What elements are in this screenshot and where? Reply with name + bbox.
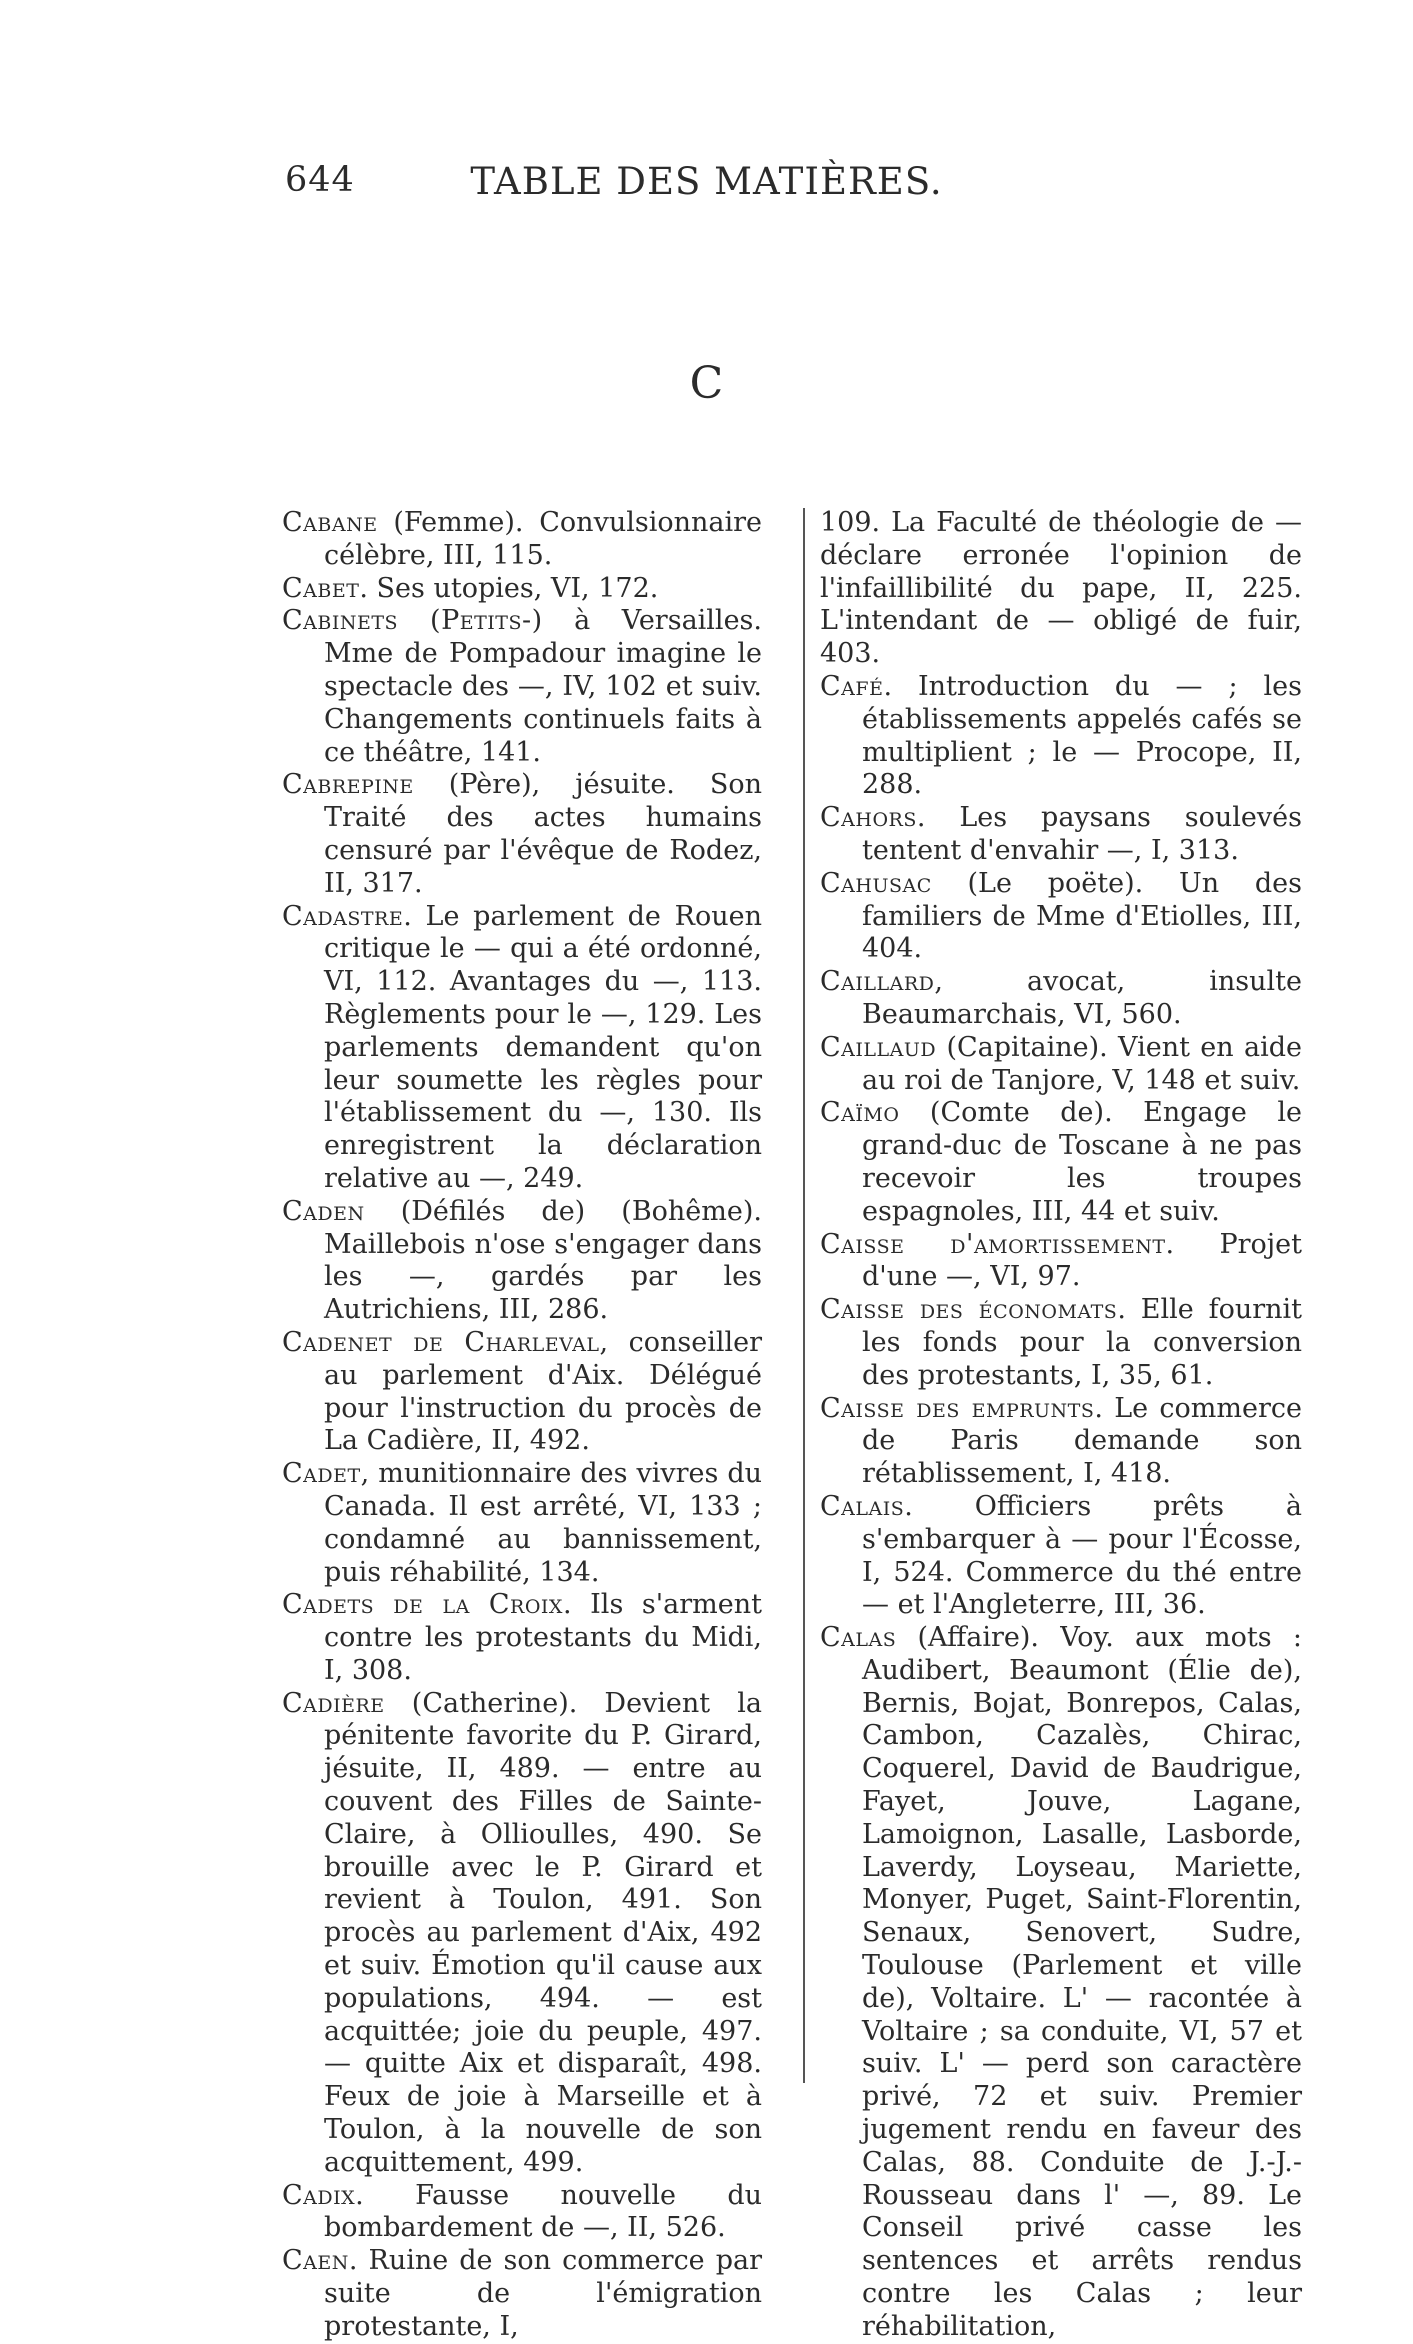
entry-text: . Le parlement de Rouen critique le — qui a été ordonné, VI, 112. Avantages du —, 113. Règlements pour le —, 129. Les parlements demandent qu'on leur soumette les règles pour l'établissement du —, 130. Ils enregistrent la déclaration relative au —, 249.: [324, 900, 762, 1194]
entry-headword: Caisse des emprunts: [820, 1392, 1095, 1424]
entry-headword: Cadenet de Charleval: [282, 1326, 600, 1358]
index-entry: [820, 1491, 1302, 1622]
entry-text: . Ses utopies, VI, 172.: [359, 572, 659, 604]
entry-headword: Caillaud: [820, 1031, 937, 1063]
entry-headword: Calais: [820, 1490, 905, 1522]
index-entry: [282, 2180, 762, 2246]
entry-text: , conseiller au parlement d'Aix. Délégué pour l'instruction du procès de La Cadière, II, 492.: [324, 1326, 762, 1457]
index-entry: [282, 1458, 762, 1589]
entry-headword: Cahusac: [820, 867, 932, 899]
entry-text: . Fausse nouvelle du bombardement de —, II, 526.: [324, 2179, 762, 2244]
index-entry: [820, 966, 1302, 1032]
index-entry: [282, 573, 762, 606]
running-title: TABLE DES MATIÈRES.: [470, 160, 943, 203]
entry-headword: Caen: [282, 2245, 349, 2277]
section-letter: C: [689, 358, 724, 409]
entry-text: (Défilés de) (Bohême). Maillebois n'ose s'engager dans les —, gardés par les Autrichiens, III, 286.: [324, 1195, 762, 1326]
entry-headword: Caden: [282, 1195, 365, 1227]
entry-headword: Cabet: [282, 572, 360, 604]
entry-headword: Caïmo: [820, 1097, 900, 1129]
index-entry: [820, 507, 1302, 671]
left-column: [282, 507, 762, 2344]
entry-text: (Père), jésuite. Son Traité des actes humains censuré par l'évêque de Rodez, II, 317.: [324, 769, 762, 899]
index-entry: [820, 802, 1302, 868]
index-entry: [282, 1688, 762, 2180]
entry-headword: Cadière: [282, 1687, 385, 1719]
entry-text: . Officiers prêts à s'embarquer à — pour l'Écosse, I, 524. Commerce du thé entre — et l'Angleterre, III, 36.: [862, 1490, 1302, 1621]
entry-text: . Le commerce de Paris demande son rétablissement, I, 418.: [862, 1392, 1302, 1490]
entry-text: (Femme). Convulsionnaire célèbre, III, 115.: [324, 507, 762, 571]
entry-headword: Cadet: [282, 1458, 361, 1490]
index-entry: [820, 1097, 1302, 1228]
entry-text: (Le poëte). Un des familiers de Mme d'Etiolles, III, 404.: [862, 867, 1302, 965]
entry-text: , avocat, insulte Beaumarchais, VI, 560.: [862, 966, 1302, 1030]
index-entry: [282, 769, 762, 900]
entry-text: 109. La Faculté de théologie de — déclare erronée l'opinion de l'infaillibilité du pape, II, 225. L'intendant de — obligé de fuir, 403.: [820, 507, 1302, 670]
entry-headword: Caisse d'amortissement: [820, 1228, 1166, 1260]
entry-headword: Cadets de la Croix: [282, 1589, 563, 1621]
right-column: [820, 507, 1302, 2344]
entry-text: . Projet d'une —, VI, 97.: [862, 1228, 1302, 1293]
entry-headword: Cabane: [282, 507, 378, 538]
entry-text: . Elle fournit les fonds pour la conversion des protestants, I, 35, 61.: [862, 1294, 1302, 1391]
entry-headword: Café: [820, 670, 884, 702]
index-entry: [282, 1589, 762, 1687]
entry-text: , munitionnaire des vivres du Canada. Il est arrêté, VI, 133 ; condamné au bannissement, puis réhabilité, 134.: [324, 1458, 762, 1588]
index-entry: [820, 671, 1302, 802]
index-entry: [820, 868, 1302, 966]
entry-text: . Introduction du — ; les établissements appelés cafés se multiplient ; le — Procope, II, 288.: [862, 670, 1302, 801]
entry-text: (Capitaine). Vient en aide au roi de Tanjore, V, 148 et suiv.: [862, 1031, 1302, 1096]
entry-headword: Calas: [820, 1622, 897, 1654]
entry-text: . Les paysans soulevés tentent d'envahir —, I, 313.: [862, 802, 1302, 866]
index-entry: [282, 507, 762, 573]
entry-headword: Cabrepine: [282, 769, 414, 801]
entry-text: (Comte de). Engage le grand-duc de Toscane à ne pas recevoir les troupes espagnoles, III, 44 et suiv.: [862, 1097, 1302, 1227]
index-entry: [820, 1294, 1302, 1392]
entry-headword: Caisse des économats: [820, 1294, 1118, 1326]
index-entry: [282, 605, 762, 769]
entry-text: (Affaire). Voy. aux mots : Audibert, Beaumont (Élie de), Bernis, Bojat, Bonrepos, Calas, Cambon, Cazalès, Chirac, Coquerel, David de Baudrigue, Fayet, Jouve, Lagane, Lamoignon, Lasalle, Lasborde, Laverdy, Loyseau, Mariette, Monyer, Puget, Saint-Florentin, Senaux, Senovert, Sudre, Toulouse (Parlement et ville de), Voltaire. L' — racontée à Voltaire ; sa conduite, VI, 57 et suiv. L' — perd son caractère privé, 72 et suiv. Premier jugement rendu en faveur des Calas, 88. Conduite de J.-J.-Rousseau dans l' —, 89. Le Conseil privé casse les sentences et arrêts rendus contre les Calas ; leur réhabilitation,: [862, 1622, 1302, 2342]
index-entry: [820, 1032, 1302, 1098]
entry-headword: Cabinets (Petits-): [282, 605, 543, 637]
index-entry: [282, 901, 762, 1196]
index-entry: [282, 2245, 762, 2343]
index-entry: [820, 1622, 1302, 2344]
entry-text: . Ils s'arment contre les protestants du Midi, I, 308.: [324, 1589, 762, 1686]
entry-text: . Ruine de son commerce par suite de l'émigration protestante, I,: [324, 2245, 762, 2342]
entry-text: (Catherine). Devient la pénitente favorite du P. Girard, jésuite, II, 489. — entre au couvent des Filles de Sainte-Claire, à Ollioulles, 490. Se brouille avec le P. Girard et revient à Toulon, 491. Son procès au parlement d'Aix, 492 et suiv. Émotion qu'il cause aux populations, 494. — est acquittée; joie du peuple, 497.— quitte Aix et disparaît, 498. Feux de joie à Marseille et à Toulon, à la nouvelle de son acquittement, 499.: [324, 1687, 762, 2178]
index-entry: [282, 1196, 762, 1327]
entry-headword: Cahors: [820, 802, 917, 834]
entry-headword: Cadix: [282, 2179, 356, 2211]
index-entry: [282, 1327, 762, 1458]
entry-text: à Versailles. Mme de Pompadour imagine le spectacle des —, IV, 102 et suiv. Changements continuels faits à ce théâtre, 141.: [324, 605, 762, 768]
entry-headword: Caillard: [820, 966, 935, 998]
index-entry: [820, 1229, 1302, 1295]
column-divider: [803, 508, 805, 2083]
index-entry: [820, 1393, 1302, 1491]
page-number: 644: [285, 160, 355, 200]
entry-headword: Cadastre: [282, 900, 404, 932]
page-header: [0, 160, 1413, 220]
